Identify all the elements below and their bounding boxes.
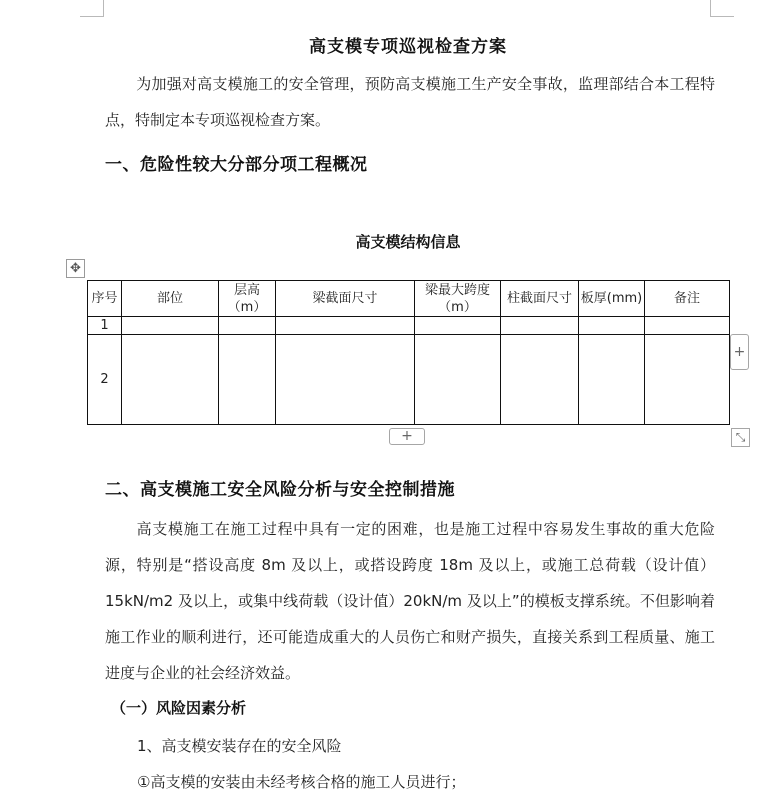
header-cell[interactable]: 梁最大跨度（m）	[415, 281, 501, 317]
table-cell[interactable]	[501, 335, 579, 425]
table-cell[interactable]	[276, 335, 415, 425]
table-move-handle-icon[interactable]: ✥	[66, 259, 85, 278]
table-cell[interactable]	[415, 317, 501, 335]
intro-text: 为加强对高支模施工的安全管理，预防高支模施工生产安全事故，监理部结合本工程特点，特制定本专项巡视检查方案。	[105, 75, 715, 129]
page-corner-mark-left	[80, 0, 104, 17]
table-cell[interactable]	[579, 335, 645, 425]
table-row	[88, 335, 730, 425]
section2-paragraph	[105, 511, 715, 691]
table-row	[88, 317, 730, 335]
header-cell[interactable]: 梁截面尺寸	[276, 281, 415, 317]
table-resize-icon[interactable]: ⤡	[731, 428, 750, 447]
table-cell[interactable]	[501, 317, 579, 335]
table-cell[interactable]	[122, 335, 219, 425]
table-cell[interactable]: 1	[88, 317, 122, 335]
plus-icon: +	[733, 344, 746, 360]
section2-text: 高支模施工在施工过程中具有一定的困难，也是施工过程中容易发生事故的重大危险源，特别是“搭设高度 8m 及以上，或搭设跨度 18m 及以上，或施工总荷载（设计值）15kN/m2 及以上，或集中线荷载（设计值）20kN/m 及以上”的模板支撑系统。不但影响着施工作业的顺利进行，还可能造成重大的人员伤亡和财产损失，直接关系到工程质量、施工进度与企业的社会经济效益。	[105, 520, 715, 682]
structure-info-table	[87, 280, 730, 425]
list-item: 1、高支模安装存在的安全风险	[137, 737, 342, 755]
section1-heading: 一、危险性较大分部分项工程概况	[105, 155, 368, 175]
header-cell[interactable]: 备注	[645, 281, 730, 317]
table-cell[interactable]	[415, 335, 501, 425]
list-item: ①高支模的安装由未经考核合格的施工人员进行；	[137, 773, 466, 791]
add-column-button[interactable]	[730, 334, 749, 370]
plus-icon: +	[401, 428, 413, 444]
table-cell[interactable]: 2	[88, 335, 122, 425]
table-cell[interactable]	[276, 317, 415, 335]
table-cell[interactable]	[122, 317, 219, 335]
table-cell[interactable]	[579, 317, 645, 335]
table-cell[interactable]	[219, 317, 276, 335]
table-title: 高支模结构信息	[355, 233, 461, 251]
page-corner-mark-right	[710, 0, 734, 17]
table-cell[interactable]	[645, 317, 730, 335]
add-row-button[interactable]	[389, 428, 425, 445]
header-cell[interactable]: 层高（m）	[219, 281, 276, 317]
table-cell[interactable]	[645, 335, 730, 425]
header-cell[interactable]: 部位	[122, 281, 219, 317]
table-header-row	[88, 281, 730, 317]
intro-paragraph	[105, 66, 715, 138]
subsection1-heading: （一）风险因素分析	[111, 699, 247, 717]
header-cell[interactable]: 柱截面尺寸	[501, 281, 579, 317]
section2-heading: 二、高支模施工安全风险分析与安全控制措施	[105, 480, 455, 500]
header-cell[interactable]: 板厚(mm)	[579, 281, 645, 317]
table-cell[interactable]	[219, 335, 276, 425]
document-title: 高支模专项巡视检查方案	[309, 37, 507, 57]
header-cell[interactable]: 序号	[88, 281, 122, 317]
